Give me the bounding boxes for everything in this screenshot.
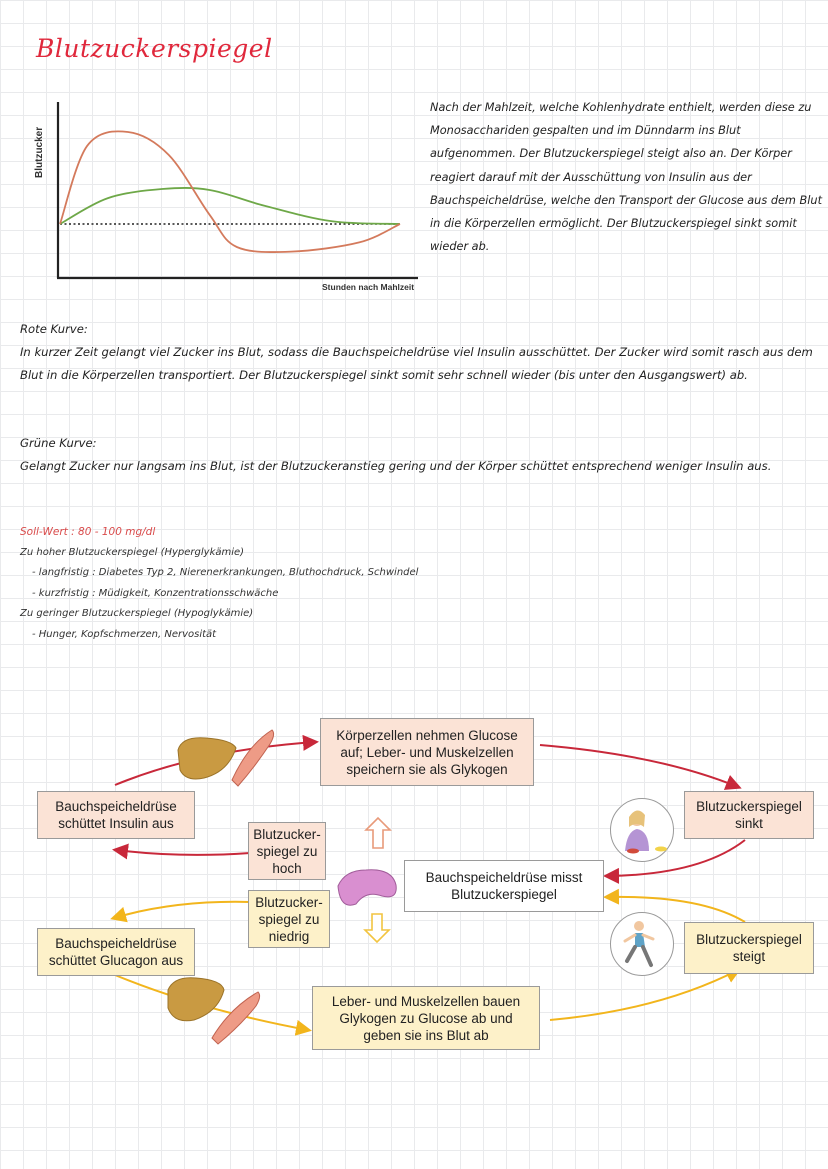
page-title: Blutzuckerspiegel [36, 34, 273, 63]
x-axis-label: Stunden nach Mahlzeit [322, 282, 415, 292]
red-curve [60, 131, 400, 252]
box-leber: Leber- und Muskelzellen bauen Glykogen zu Glucose ab und geben sie ins Blut ab [312, 986, 540, 1050]
pancreas-icon [338, 870, 396, 905]
intro-text: Nach der Mahlzeit, welche Kohlenhydrate enthielt, werden diese zu Monosacchariden gespalten und im Dünndarm ins Blut aufgenommen. Der Blutzuckerspiegel steigt also an. Der Körper reagiert darauf mit der Ausschüttung von Insulin aus der Bauchspeicheldrüse, welche den Transport der Glucose aus dem Blut in die Körperzellen ermöglicht. Der Blutzuckerspiegel sinkt somit wieder ab. [430, 101, 823, 254]
green-curve-heading: Grüne Kurve: [20, 436, 97, 450]
box-steigt: Blutzuckerspiegel steigt [684, 922, 814, 974]
arrow-zuniedrig-to-glucagon [114, 902, 250, 918]
muscle-icon [232, 730, 274, 786]
soll-wert: Soll-Wert : 80 - 100 mg/dl [20, 526, 156, 538]
arrow-cells-to-sinkt [540, 745, 738, 787]
box-koerperzellen: Körperzellen nehmen Glucose auf; Leber- und Muskelzellen speichern sie als Glykogen [320, 718, 534, 786]
box-glucagon: Bauchspeicheldrüse schüttet Glucagon aus [37, 928, 195, 976]
y-axis-label: Blutzucker [34, 126, 45, 178]
hyper-heading: Zu hoher Blutzuckerspiegel (Hyperglykämie) [20, 546, 245, 558]
liver-icon-bottom [168, 978, 224, 1021]
box-insulin: Bauchspeicheldrüse schüttet Insulin aus [37, 791, 195, 839]
up-arrow-icon [366, 818, 390, 848]
hypo-heading: Zu geringer Blutzuckerspiegel (Hypoglykämie) [20, 608, 254, 619]
running-person-icon [610, 912, 674, 976]
arrow-zuhoch-to-insulin [116, 850, 250, 855]
hypo-items: - Hunger, Kopfschmerzen, Nervosität [32, 628, 217, 640]
box-misst: Bauchspeicheldrüse misst Blutzuckerspiegel [404, 860, 604, 912]
green-curve-section [20, 432, 820, 478]
notes-list [20, 522, 418, 645]
box-zu-niedrig: Blutzucker-spiegel zu niedrig [248, 890, 330, 948]
hyper-long: - langfristig : Diabetes Typ 2, Nierenerkrankungen, Bluthochdruck, Schwindel [32, 567, 419, 578]
down-arrow-icon [365, 914, 389, 942]
box-sinkt: Blutzuckerspiegel sinkt [684, 791, 814, 839]
red-curve-heading: Rote Kurve: [20, 322, 88, 336]
red-curve-section [20, 318, 820, 387]
box-zu-hoch: Blutzucker-spiegel zu hoch [248, 822, 326, 880]
arrow-leber-to-steigt [550, 970, 738, 1020]
red-curve-text: In kurzer Zeit gelangt viel Zucker ins Blut, sodass die Bauchspeicheldrüse viel Insulin ausschüttet. Der Zucker wird somit rasch aus dem Blut in die Körperzellen transportiert. Der Blutzuckerspiegel sinkt somit sehr schnell wieder (bis unter den Ausgangswert) ab. [20, 345, 813, 382]
green-curve [60, 188, 400, 224]
liver-icon [178, 738, 236, 779]
eating-person-icon [610, 798, 674, 862]
green-curve-text: Gelangt Zucker nur langsam ins Blut, ist der Blutzuckeranstieg gering und der Körper schüttet entsprechend weniger Insulin aus. [20, 459, 772, 473]
hyper-short: - kurzfristig : Müdigkeit, Konzentrationsschwäche [32, 587, 279, 599]
